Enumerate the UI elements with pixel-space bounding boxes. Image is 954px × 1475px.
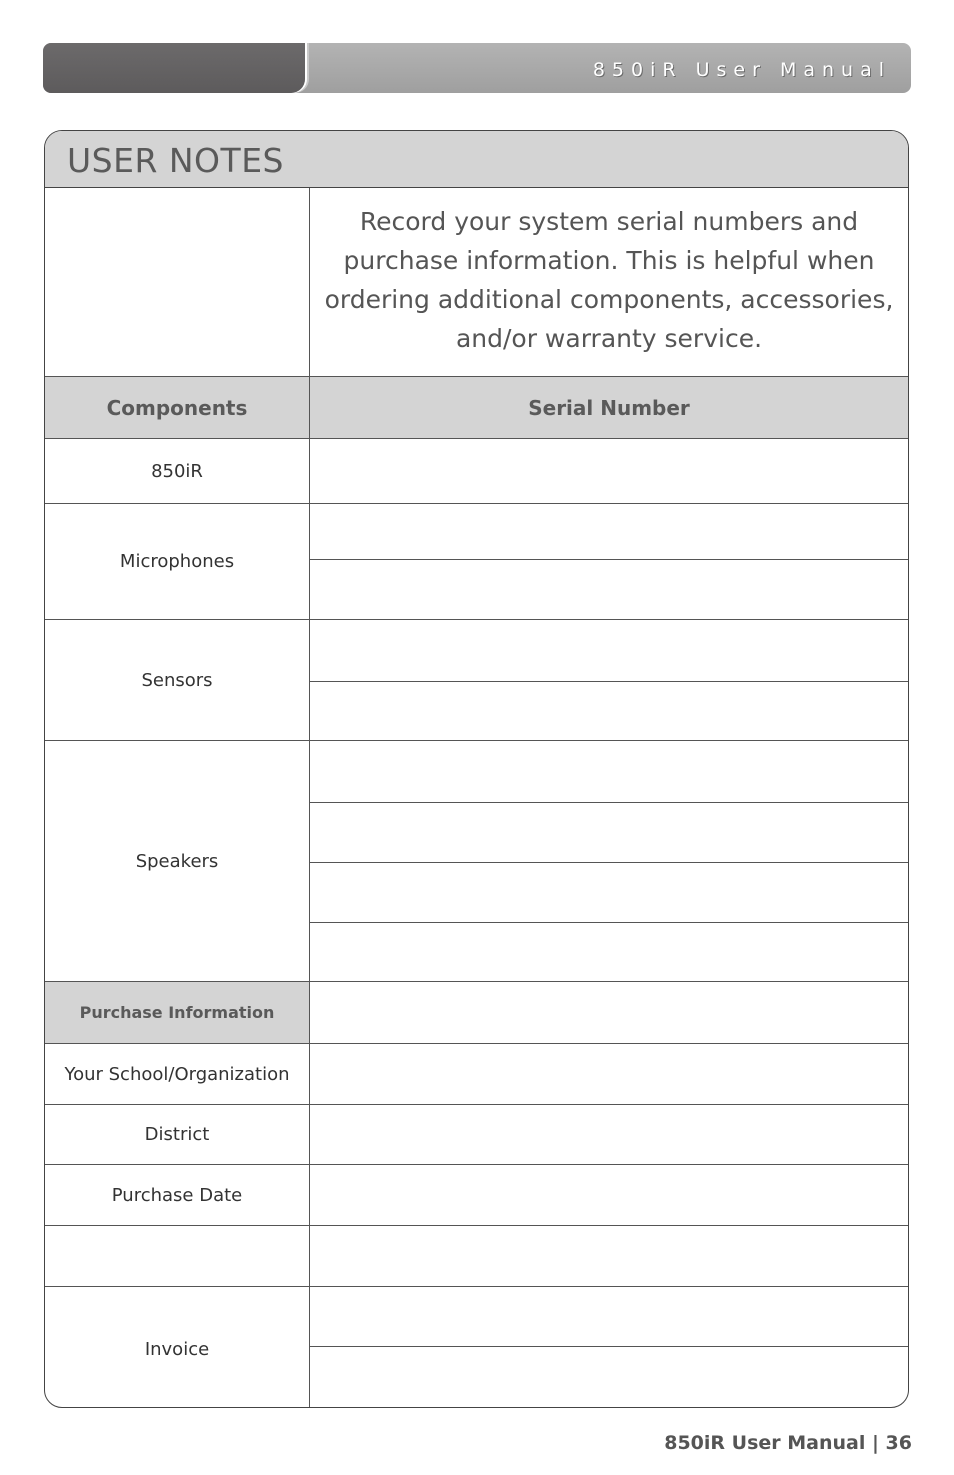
serial-number-entry[interactable]: [310, 504, 908, 619]
intro-empty-cell: [45, 188, 310, 376]
purchase-field-label: [45, 1226, 310, 1286]
serial-number-entry[interactable]: [310, 741, 908, 981]
header-banner: [43, 43, 911, 93]
user-notes-header: [45, 131, 908, 188]
entry-divider: [310, 862, 908, 863]
entry-divider: [310, 802, 908, 803]
component-label: Speakers: [45, 741, 310, 981]
purchase-field-entry[interactable]: [310, 1287, 908, 1408]
intro-text: Record your system serial numbers and purchase information. This is helpful when ordering additional components, accessories, and/or warranty service.: [324, 207, 894, 353]
purchase-info-heading: Purchase Information: [45, 982, 310, 1043]
table-row: [45, 741, 908, 982]
table-row: [45, 1226, 908, 1287]
intro-row: [45, 188, 908, 377]
serial-number-column-header: Serial Number: [528, 395, 690, 420]
purchase-field-label: Your School/Organization: [45, 1044, 310, 1104]
purchase-field-entry[interactable]: [310, 1105, 908, 1164]
entry-divider: [310, 559, 908, 560]
component-label: 850iR: [45, 439, 310, 503]
table-row: [45, 1287, 908, 1408]
serial-number-entry[interactable]: [310, 620, 908, 740]
serial-number-entry[interactable]: [310, 439, 908, 503]
entry-divider: [310, 1346, 908, 1347]
table-row: [45, 439, 908, 504]
page-footer: 850iR User Manual | 36: [664, 1432, 912, 1454]
table-row: [45, 1044, 908, 1105]
component-label: Microphones: [45, 504, 310, 619]
purchase-info-entry[interactable]: [310, 982, 908, 1043]
user-notes-title: USER NOTES: [67, 141, 284, 180]
table-row: [45, 504, 908, 620]
column-header-row: [45, 377, 908, 439]
component-label: Sensors: [45, 620, 310, 740]
table-row: [45, 1165, 908, 1226]
header-banner-tab: [43, 43, 305, 93]
header-title: 850iR User Manual: [592, 59, 891, 81]
user-notes-table: [44, 130, 909, 1408]
table-row: [45, 1105, 908, 1165]
purchase-field-label: Purchase Date: [45, 1165, 310, 1225]
components-column-header: Components: [45, 377, 310, 438]
entry-divider: [310, 922, 908, 923]
purchase-field-entry[interactable]: [310, 1165, 908, 1225]
table-row: [45, 620, 908, 741]
purchase-field-label: District: [45, 1105, 310, 1164]
entry-divider: [310, 681, 908, 682]
purchase-field-label: Invoice: [45, 1287, 310, 1408]
purchase-info-row: [45, 982, 908, 1044]
purchase-field-entry[interactable]: [310, 1044, 908, 1104]
purchase-field-entry[interactable]: [310, 1226, 908, 1286]
